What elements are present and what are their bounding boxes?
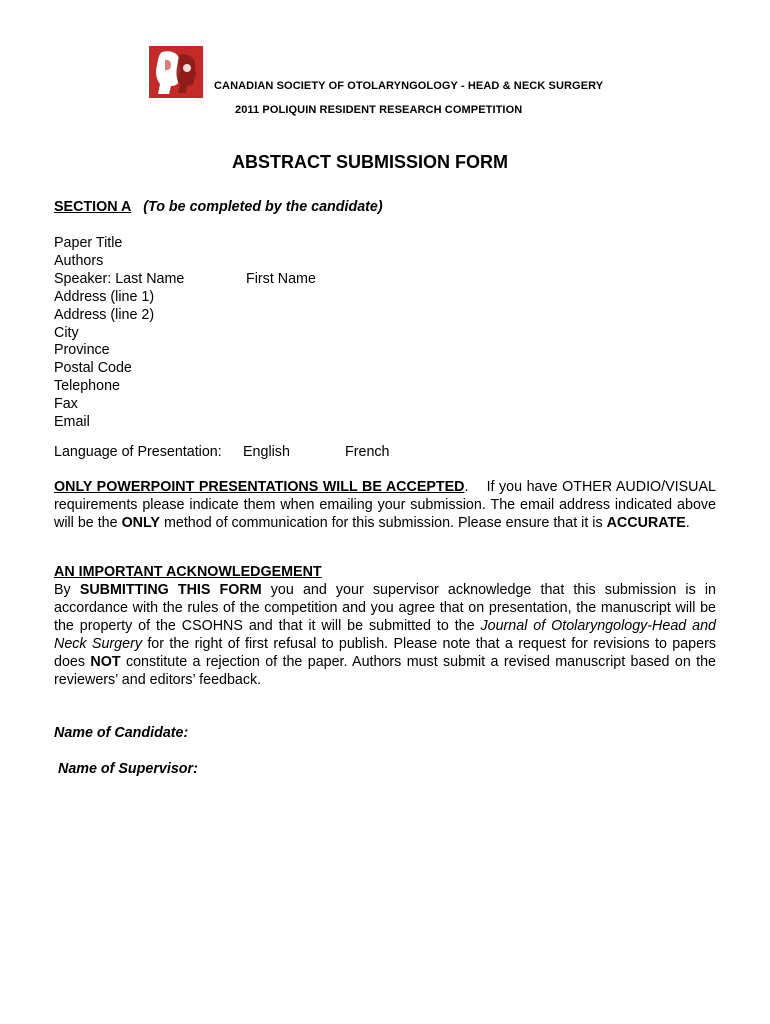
powerpoint-accurate: ACCURATE bbox=[606, 514, 686, 531]
powerpoint-end: . bbox=[685, 514, 690, 531]
language-english: English bbox=[243, 444, 290, 460]
powerpoint-text-2: method of communication for this submission. Please ensure that it is bbox=[163, 514, 603, 531]
speaker-last-name-label: Speaker: Last Name bbox=[54, 270, 185, 287]
acknowledgement-paragraph bbox=[54, 582, 716, 689]
province-label: Province bbox=[54, 342, 110, 359]
powerpoint-only: ONLY bbox=[121, 514, 160, 531]
ack-submitting: SUBMITTING THIS FORM bbox=[79, 582, 262, 598]
csohns-logo bbox=[149, 46, 203, 98]
city-label: City bbox=[54, 324, 79, 341]
ack-text-3: constitute a rejection of the paper. Authors must submit a revised manuscript based on the reviewers’ and editors’ feedback. bbox=[54, 653, 716, 688]
postal-code-label: Postal Code bbox=[54, 360, 132, 377]
powerpoint-text-1: If you have OTHER AUDIO/VISUAL requirements please indicate them when emailing your submission. The email address indicated above will be the bbox=[54, 479, 716, 531]
page-title: ABSTRACT SUBMISSION FORM bbox=[232, 152, 508, 172]
address1-label: Address (line 1) bbox=[54, 288, 155, 305]
ack-text-1: you and your supervisor acknowledge that this submission is in accordance with the rules of the competition and you agree that on presentation, the manuscript will be the property of the CSOHNS and that it will be submitted to the bbox=[54, 582, 716, 634]
acknowledgement-heading: AN IMPORTANT ACKNOWLEDGEMENT bbox=[54, 564, 322, 580]
competition-name: 2011 POLIQUIN RESIDENT RESEARCH COMPETITION bbox=[235, 104, 523, 116]
ack-not: NOT bbox=[90, 653, 121, 670]
powerpoint-heading: ONLY POWERPOINT PRESENTATIONS WILL BE ACCEPTED bbox=[54, 479, 465, 495]
ack-journal: Journal of Otolaryngology-Head and Neck Surgery bbox=[54, 617, 716, 652]
name-of-candidate-label: Name of Candidate: bbox=[54, 725, 189, 741]
section-a-heading bbox=[54, 199, 383, 215]
org-name: CANADIAN SOCIETY OF OTOLARYNGOLOGY - HEAD & NECK SURGERY bbox=[214, 80, 604, 92]
powerpoint-paragraph bbox=[54, 479, 716, 533]
language-label: Language of Presentation: bbox=[54, 444, 222, 460]
telephone-label: Telephone bbox=[54, 378, 120, 395]
authors-label: Authors bbox=[54, 252, 104, 269]
language-french: French bbox=[345, 444, 390, 460]
logo-profile-icon bbox=[149, 46, 203, 98]
email-label: Email bbox=[54, 414, 90, 431]
ack-text-2: for the right of first refusal to publish. Please note that a request for revisions to papers does bbox=[54, 635, 716, 670]
paper-title-label: Paper Title bbox=[54, 235, 123, 251]
name-of-supervisor-label: Name of Supervisor: bbox=[58, 761, 198, 777]
address2-label: Address (line 2) bbox=[54, 306, 155, 323]
ack-by: By bbox=[54, 582, 71, 598]
powerpoint-period: . bbox=[464, 479, 469, 495]
field-labels bbox=[54, 235, 184, 432]
fax-label: Fax bbox=[54, 396, 78, 413]
first-name-label: First Name bbox=[246, 270, 316, 287]
section-a-note: (To be completed by the candidate) bbox=[143, 199, 383, 215]
section-a-label: SECTION A bbox=[54, 199, 132, 215]
